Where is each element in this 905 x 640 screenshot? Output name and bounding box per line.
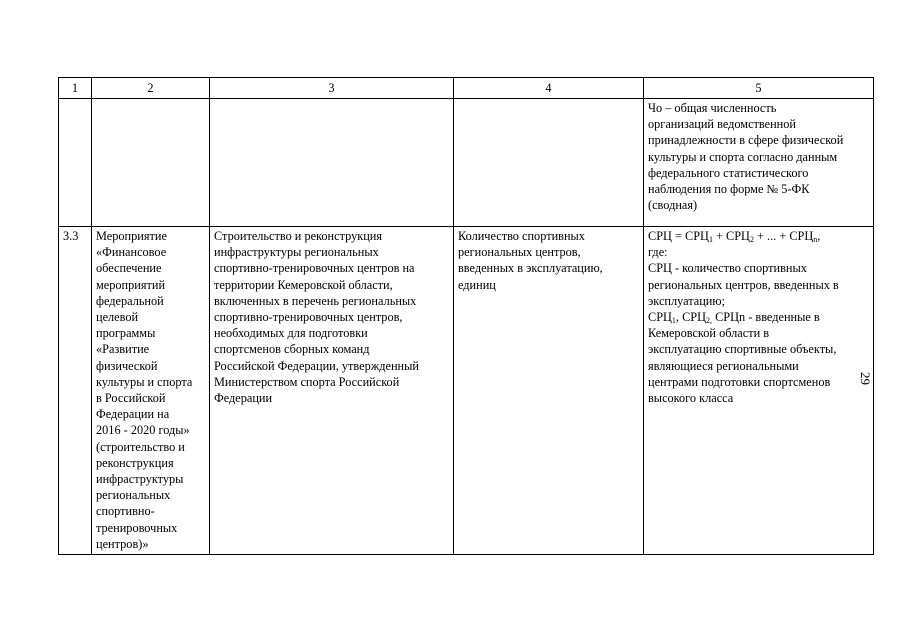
text-line: включенных в перечень региональных [214, 293, 417, 308]
text-line: Мероприятие [96, 229, 167, 243]
table-header-row [59, 78, 874, 99]
text-line: СРЦ - количество спортивных [648, 261, 807, 276]
text-line: являющиеся региональными [648, 358, 799, 373]
text-line: организаций ведомственной [648, 117, 796, 132]
header-cell-2: 2 [92, 78, 210, 99]
text-line: Российской Федерации, утвержденный [214, 358, 419, 373]
text-line: реконструкция [96, 455, 174, 470]
formula-part: СРЦ [648, 310, 672, 325]
text-line: физической [96, 358, 158, 373]
measure-name-cell [92, 227, 210, 555]
formula-subscript: 1 [708, 235, 713, 244]
table-row [59, 99, 874, 227]
text-line: эксплуатацию; [648, 293, 725, 308]
text-line: региональных центров, введенных в [648, 277, 839, 292]
empty-cell [59, 99, 92, 227]
text-line: тренировочных [96, 520, 178, 535]
text-line: (сводная) [648, 198, 698, 213]
formula-part: СРЦ = СРЦ [648, 229, 709, 243]
text-line: культуры и спорта [96, 374, 193, 389]
text-line: Строительство и реконструкция [214, 229, 383, 243]
text-line: наблюдения по форме № 5-ФК [648, 182, 810, 197]
row-number: 3.3 [59, 227, 92, 555]
text-line: Федерации [214, 391, 273, 406]
text-line: Кемеровской области в [648, 326, 770, 341]
empty-cell [454, 99, 644, 227]
text-line: где: [648, 245, 668, 260]
formula-part: + ... + СРЦ [753, 229, 814, 243]
text-line: единиц [458, 277, 496, 292]
formula-part: + СРЦ [712, 229, 750, 243]
text-line: центрами подготовки спортсменов [648, 374, 831, 389]
header-cell-3: 3 [210, 78, 454, 99]
text-line: федеральной [96, 293, 164, 308]
formula-notes-cell [644, 99, 874, 227]
formula-subscript: 1 [671, 316, 676, 326]
text-line: «Финансовое [96, 245, 167, 260]
text-line: эксплуатацию спортивные объекты, [648, 342, 837, 357]
header-cell-5: 5 [644, 78, 874, 99]
empty-cell [210, 99, 454, 227]
text-line: спортивно-тренировочных центров, [214, 310, 403, 325]
text-line: необходимых для подготовки [214, 326, 368, 341]
formula-subscript: 2 [749, 235, 754, 244]
text-line: спортивно-тренировочных центров на [214, 261, 415, 276]
formula-line [648, 228, 869, 244]
text-line: «Развитие [96, 342, 150, 357]
text-line: высокого класса [648, 391, 734, 406]
text-line: в Российской [96, 391, 166, 406]
text-line: 2016 - 2020 годы» [96, 423, 190, 438]
text-line: культуры и спорта согласно данным [648, 149, 838, 164]
text-line: целевой [96, 310, 139, 325]
text-line: спортивно- [96, 504, 155, 519]
formula-part: , [817, 229, 821, 243]
text-line: инфраструктуры региональных [214, 245, 379, 260]
text-line: региональных [96, 488, 171, 503]
text-line: введенных в эксплуатацию, [458, 261, 603, 276]
indicator-cell [454, 227, 644, 555]
table-row [59, 227, 874, 555]
formula-subscript: 2, [706, 316, 712, 326]
text-line: программы [96, 326, 156, 341]
text-line: центров)» [96, 536, 149, 551]
text-line: (строительство и [96, 439, 185, 454]
text-line: мероприятий [96, 277, 166, 292]
text-line: обеспечение [96, 261, 162, 276]
program-table [58, 77, 874, 555]
text-line: спортсменов сборных команд [214, 342, 370, 357]
formula-part: , СРЦ [675, 310, 706, 325]
text-line: территории Кемеровской области, [214, 277, 393, 292]
text-line: региональных центров, [458, 245, 581, 260]
variables-line [648, 309, 869, 325]
header-cell-1: 1 [59, 78, 92, 99]
text-line: инфраструктуры [96, 472, 184, 487]
text-line: Федерации на [96, 407, 170, 422]
text-line: Количество спортивных [458, 229, 585, 243]
measure-description-cell [210, 227, 454, 555]
text-line: федерального статистического [648, 165, 809, 180]
text-line: принадлежности в сфере физической [648, 133, 844, 148]
text-line: Чо – общая численность [648, 101, 777, 115]
empty-cell [92, 99, 210, 227]
formula-subscript: n [813, 235, 818, 244]
page-number: 29 [858, 372, 873, 385]
formula-part: СРЦn - введенные в [712, 310, 820, 325]
formula-cell [644, 227, 874, 555]
header-cell-4: 4 [454, 78, 644, 99]
text-line: Министерством спорта Российской [214, 374, 400, 389]
